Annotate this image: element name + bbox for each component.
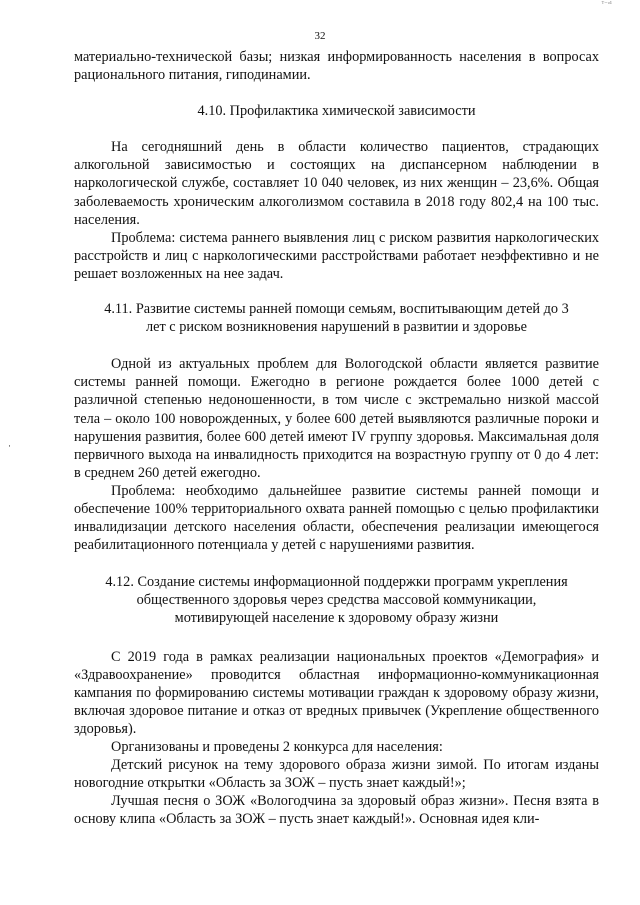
paragraph-alcohol-statistics: На сегодняшний день в области количество пациентов, страдающих алкогольной зависимостью и состоящих на диспансерном наблюдении в наркологической службе, составляет 10 040 человек, из них женщин – 23,6%. Общая заболеваемость хроническим алкоголизмом составила в 2018 году 802,4 на 100 тыс. населения. (74, 139, 599, 228)
paragraph-drawing-contest: Детский рисунок на тему здорового образа жизни зимой. По итогам изданы новогодние открытки «Область за ЗОЖ – пусть знает каждый!»; (74, 757, 599, 792)
paragraph-problem-narcology: Проблема: система раннего выявления лиц с риском развития наркологических расстройств и лиц с наркологическими расстройствами работает неэффективно и не решает возложенных на нее задач. (74, 229, 599, 282)
document-body (74, 48, 599, 828)
paragraph-song-contest: Лучшая песня о ЗОЖ «Вологодчина за здоровый образ жизни». Песня взята в основу клипа «Область за ЗОЖ – пусть знает каждый!». Основная идея кли- (74, 793, 599, 828)
paragraph-continuation: материально-технической базы; низкая информированность населения в вопросах рационального питания, гиподинамии. (74, 49, 599, 84)
page-number: 32 (314, 30, 326, 42)
section-heading-4-10: 4.10. Профилактика химической зависимости (197, 103, 476, 120)
section-heading-4-12: 4.12. Создание системы информационной поддержки программ укрепления общественного здоровья через средства массовой коммуникации, мотивирующей население к здоровому образу жизни (105, 574, 568, 627)
paragraph-contests: Организованы и проведены 2 конкурса для населения: (111, 739, 443, 755)
section-heading-4-11: 4.11. Развитие системы ранней помощи семьям, воспитывающим детей до 3 лет с риском возникновения нарушений в развитии и здоровье (104, 301, 569, 336)
paragraph-problem-early-help: Проблема: необходимо дальнейшее развитие системы ранней помощи и обеспечение 100% территориального охвата ранней помощью с целью профилактики инвалидизации детского населения области, обеспечения реализации имеющегося реабилитационного потенциала у детей с нарушениями развития. (74, 482, 599, 554)
paragraph-campaign: С 2019 года в рамках реализации национальных проектов «Демография» и «Здравоохранение» проводится областная информационно-коммуникационная кампания по формированию системы мотивации граждан к здоровому образу жизни, включая здоровое питание и отказ от вредных привычек (Укрепление общественного здоровья). (74, 648, 599, 737)
corner-mark: ᵀ⁻ᵒ¹ (601, 0, 612, 8)
margin-dot: · (8, 441, 11, 451)
paragraph-early-help: Одной из актуальных проблем для Вологодской области является развитие системы ранней помощи. Ежегодно в регионе рождается более 1000 детей с различной степенью недоношенности, в том числе с экстремально низкой массой тела – около 100 новорожденных, у более 600 детей выявляются различные пороки и нарушения развития, более 600 детей имеют IV группу здоровья. Максимальная доля первичного выхода на инвалидность приходится на возрастную группу от 0 до 4 лет: в среднем 260 детей ежегодно. (74, 356, 599, 481)
